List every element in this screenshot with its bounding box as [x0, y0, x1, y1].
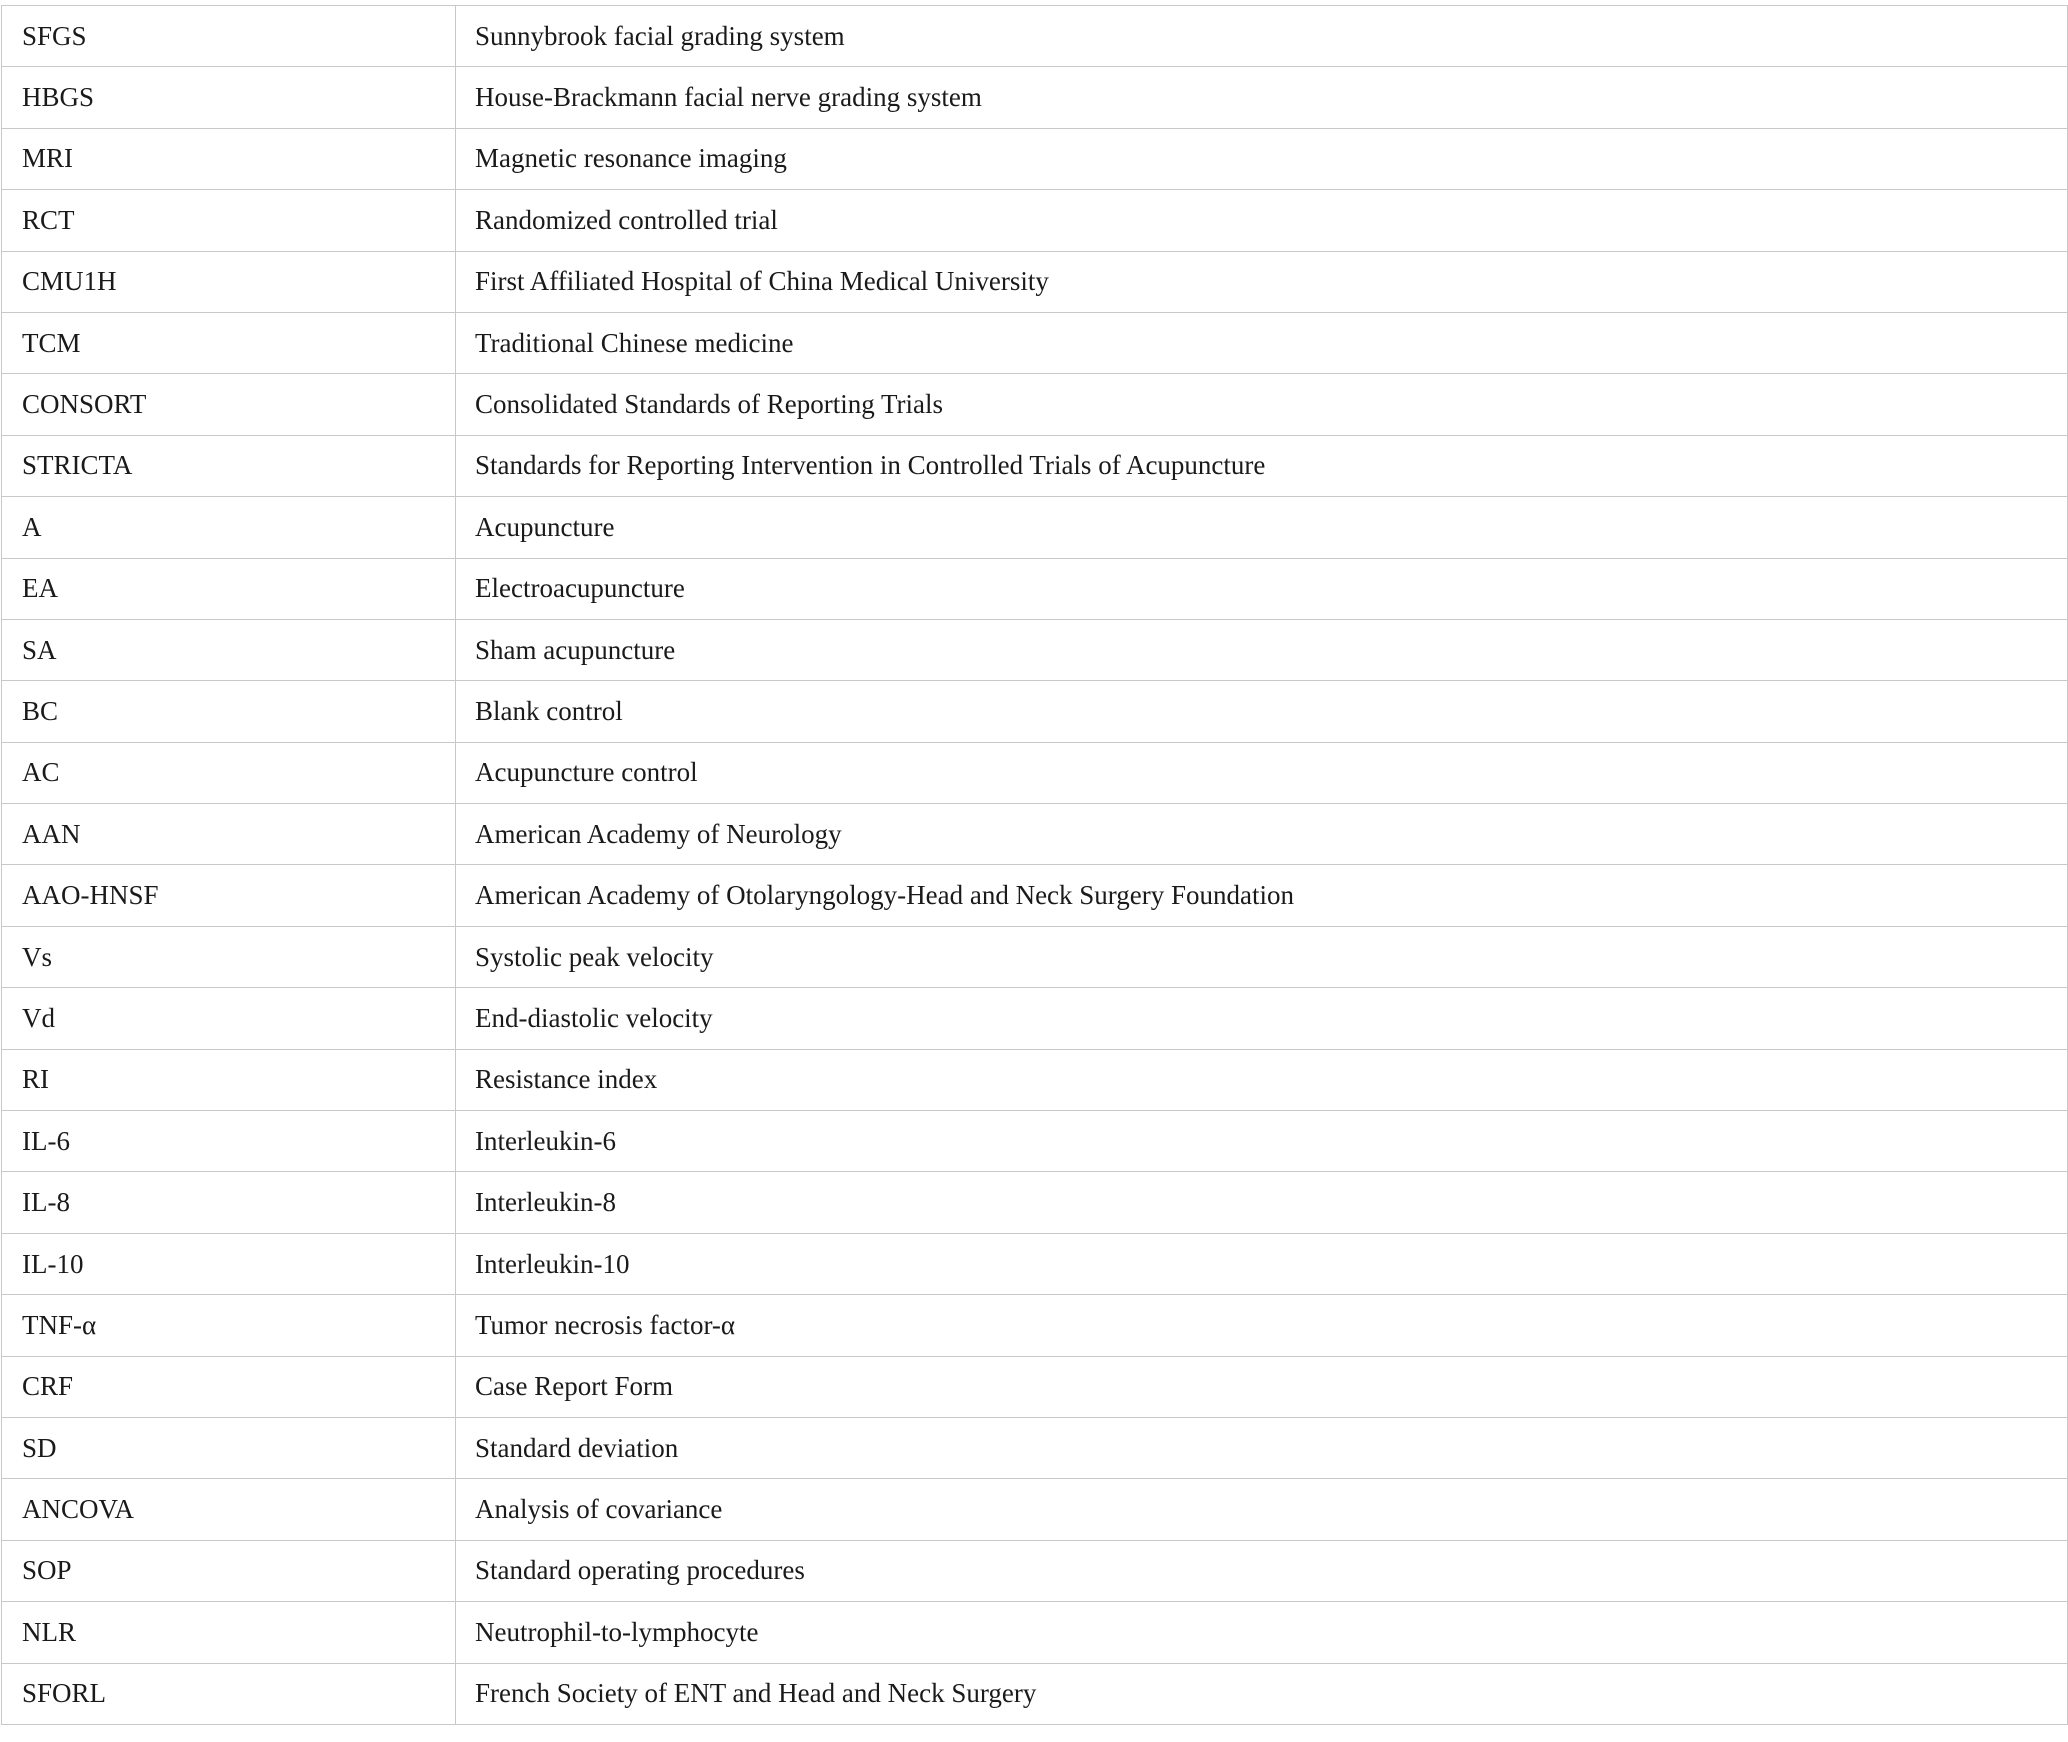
abbreviation-cell: HBGS [2, 67, 456, 128]
definition-cell: Neutrophil-to-lymphocyte [456, 1602, 2068, 1663]
abbreviation-cell: Vs [2, 926, 456, 987]
table-row [2, 435, 2068, 496]
definition-cell: Case Report Form [456, 1356, 2068, 1417]
abbreviation-cell: AAN [2, 804, 456, 865]
abbreviation-cell: Vd [2, 988, 456, 1049]
abbreviation-cell: BC [2, 681, 456, 742]
definition-cell: Systolic peak velocity [456, 926, 2068, 987]
abbreviation-cell: SD [2, 1417, 456, 1478]
definition-cell: Acupuncture control [456, 742, 2068, 803]
abbreviation-cell: ANCOVA [2, 1479, 456, 1540]
abbreviation-cell: STRICTA [2, 435, 456, 496]
abbreviation-cell: CONSORT [2, 374, 456, 435]
table-row [2, 497, 2068, 558]
definition-cell: Acupuncture [456, 497, 2068, 558]
table-row [2, 1479, 2068, 1540]
table-row [2, 1233, 2068, 1294]
table-row [2, 67, 2068, 128]
table-row [2, 558, 2068, 619]
abbreviation-cell: MRI [2, 128, 456, 189]
definition-cell: Analysis of covariance [456, 1479, 2068, 1540]
definition-cell: End-diastolic velocity [456, 988, 2068, 1049]
abbreviation-cell: SFORL [2, 1663, 456, 1724]
definition-cell: Traditional Chinese medicine [456, 312, 2068, 373]
definition-cell: Sham acupuncture [456, 619, 2068, 680]
table-row [2, 374, 2068, 435]
abbreviation-cell: RCT [2, 190, 456, 251]
definition-cell: French Society of ENT and Head and Neck Surgery [456, 1663, 2068, 1724]
abbreviation-cell: TCM [2, 312, 456, 373]
table-row [2, 1295, 2068, 1356]
abbreviation-cell: CRF [2, 1356, 456, 1417]
definition-cell: Sunnybrook facial grading system [456, 6, 2068, 67]
table-row [2, 742, 2068, 803]
table-row [2, 681, 2068, 742]
table-row [2, 6, 2068, 67]
abbreviations-table [1, 5, 2068, 1725]
abbreviation-cell: SA [2, 619, 456, 680]
definition-cell: House-Brackmann facial nerve grading system [456, 67, 2068, 128]
table-row [2, 190, 2068, 251]
definition-cell: Interleukin-8 [456, 1172, 2068, 1233]
abbreviation-cell: IL-8 [2, 1172, 456, 1233]
abbreviation-cell: IL-10 [2, 1233, 456, 1294]
definition-cell: Magnetic resonance imaging [456, 128, 2068, 189]
table-row [2, 865, 2068, 926]
abbreviations-table-container [1, 5, 2067, 1725]
table-row [2, 1172, 2068, 1233]
definition-cell: Interleukin-6 [456, 1111, 2068, 1172]
abbreviation-cell: AAO-HNSF [2, 865, 456, 926]
table-row [2, 1111, 2068, 1172]
table-row [2, 619, 2068, 680]
abbreviation-cell: RI [2, 1049, 456, 1110]
abbreviation-cell: TNF-α [2, 1295, 456, 1356]
abbreviation-cell: SFGS [2, 6, 456, 67]
definition-cell: Standard operating procedures [456, 1540, 2068, 1601]
definition-cell: Blank control [456, 681, 2068, 742]
abbreviations-table-body [2, 6, 2068, 1725]
abbreviation-cell: IL-6 [2, 1111, 456, 1172]
definition-cell: American Academy of Otolaryngology-Head and Neck Surgery Foundation [456, 865, 2068, 926]
table-row [2, 804, 2068, 865]
definition-cell: Interleukin-10 [456, 1233, 2068, 1294]
table-row [2, 1663, 2068, 1724]
definition-cell: Standards for Reporting Intervention in Controlled Trials of Acupuncture [456, 435, 2068, 496]
table-row [2, 1356, 2068, 1417]
abbreviation-cell: A [2, 497, 456, 558]
definition-cell: Consolidated Standards of Reporting Trials [456, 374, 2068, 435]
table-row [2, 251, 2068, 312]
table-row [2, 1417, 2068, 1478]
table-row [2, 1540, 2068, 1601]
definition-cell: American Academy of Neurology [456, 804, 2068, 865]
definition-cell: Randomized controlled trial [456, 190, 2068, 251]
table-row [2, 988, 2068, 1049]
abbreviation-cell: EA [2, 558, 456, 619]
definition-cell: First Affiliated Hospital of China Medical University [456, 251, 2068, 312]
table-row [2, 1602, 2068, 1663]
definition-cell: Standard deviation [456, 1417, 2068, 1478]
definition-cell: Resistance index [456, 1049, 2068, 1110]
abbreviation-cell: SOP [2, 1540, 456, 1601]
abbreviation-cell: NLR [2, 1602, 456, 1663]
abbreviation-cell: AC [2, 742, 456, 803]
table-row [2, 128, 2068, 189]
table-row [2, 1049, 2068, 1110]
table-row [2, 926, 2068, 987]
abbreviation-cell: CMU1H [2, 251, 456, 312]
definition-cell: Electroacupuncture [456, 558, 2068, 619]
definition-cell: Tumor necrosis factor-α [456, 1295, 2068, 1356]
table-row [2, 312, 2068, 373]
